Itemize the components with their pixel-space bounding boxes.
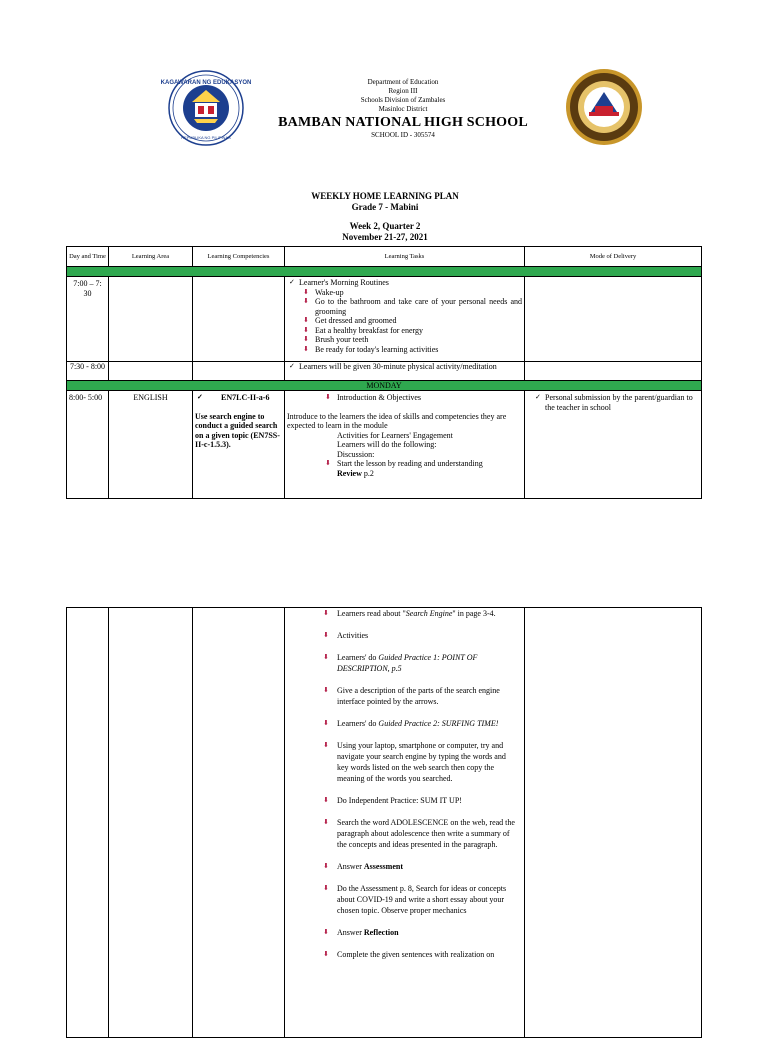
continued-task-item: ⬇ Answer Reflection	[337, 927, 518, 938]
header-learning-competencies: Learning Competencies	[193, 247, 285, 267]
day-row	[67, 381, 702, 391]
continued-task-item: ⬇ Learners read about "Search Engine" in page 3-4.	[337, 608, 518, 619]
header-learning-area: Learning Area	[109, 247, 193, 267]
learning-plan-table	[66, 246, 702, 499]
school-seal-logo	[565, 68, 643, 146]
continued-task-item: ⬇ Activities	[337, 630, 518, 641]
green-band-row	[67, 267, 702, 277]
morning-routine-title: ✓ Learner's Morning Routines	[299, 278, 522, 288]
continued-task-item: ⬇ Do Independent Practice: SUM IT UP!	[337, 795, 518, 806]
continued-task-item: ⬇ Complete the given sentences with realization on	[337, 949, 518, 960]
plan-title: WEEKLY HOME LEARNING PLAN	[311, 191, 459, 201]
physical-activity-task: ✓ Learners will be given 30-minute physical activity/meditation	[299, 362, 522, 372]
routine-item: ⬇ Eat a healthy breakfast for energy	[315, 326, 522, 336]
district-name: Masinloc District	[378, 105, 428, 113]
region-name: Region III	[388, 87, 418, 95]
header-learning-tasks: Learning Tasks	[285, 247, 525, 267]
continued-task-item: ⬇ Answer Assessment	[337, 861, 518, 872]
routine-item: ⬇ Go to the bathroom and take care of your personal needs and grooming	[315, 297, 522, 316]
svg-text:REPUBLIKA NG PILIPINAS: REPUBLIKA NG PILIPINAS	[181, 135, 231, 140]
time-cell: 8:00- 5:00	[67, 391, 109, 499]
routine-item: ⬇ Get dressed and groomed	[315, 316, 522, 326]
school-name: BAMBAN NATIONAL HIGH SCHOOL	[278, 115, 528, 130]
department-name: Department of Education	[367, 78, 439, 86]
task-line: Discussion:	[337, 449, 375, 459]
continued-task-item: ⬇ Do the Assessment p. 8, Search for ideas or concepts about COVID-19 and write a short essay about your chosen topic. Observe proper mechanics	[337, 883, 518, 916]
continued-task-item: ⬇ Learners' do Guided Practice 1: POINT OF DESCRIPTION, p.5	[337, 652, 518, 674]
division-name: Schools Division of Zambales	[360, 96, 446, 104]
table-row	[67, 391, 702, 499]
intro-objectives: ⬇ Introduction & Objectives	[337, 393, 522, 403]
deped-seal-logo	[160, 70, 252, 146]
continued-task-item: ⬇ Learners' do Guided Practice 2: SURFING TIME!	[337, 718, 518, 729]
competency-text: Use search engine to conduct a guided search on a given topic (EN7SS-II-c-1.5.3).	[195, 411, 280, 449]
time-cell: 7:00 – 7: 30	[67, 277, 109, 362]
task-start: ⬇ Start the lesson by reading and understanding Review p.2	[337, 459, 522, 478]
routine-item: ⬇ Be ready for today's learning activities	[315, 345, 522, 355]
table-row	[67, 362, 702, 381]
task-line: Activities for Learners' Engagement	[337, 430, 453, 440]
routine-item: ⬇ Wake-up	[315, 288, 522, 298]
learning-plan-table-continued	[66, 607, 702, 1038]
task-line: Learners will do the following:	[337, 440, 437, 449]
continued-task-item: ⬇ Using your laptop, smartphone or computer, try and navigate your search engine by typing the words and key words listed on the web search then copy the meaning of the words you searched.	[337, 740, 518, 784]
continued-task-item: ⬇ Search the word ADOLESCENCE on the web, read the paragraph about adolescence then write a summary of the concepts and ideas presented in the paragraph.	[337, 817, 518, 850]
mode-of-delivery: ✓ Personal submission by the parent/guardian to the teacher in school	[545, 393, 699, 412]
plan-dates: November 21-27, 2021	[342, 232, 428, 242]
school-id: SCHOOL ID - 305574	[371, 131, 435, 139]
plan-week: Week 2, Quarter 2	[349, 221, 421, 231]
header-mode-of-delivery: Mode of Delivery	[525, 247, 702, 267]
competency-code: ✓ EN7LC-II-a-6	[197, 393, 270, 402]
table-row	[67, 277, 702, 362]
plan-grade: Grade 7 - Mabini	[351, 202, 419, 212]
routine-item: ⬇ Brush your teeth	[315, 335, 522, 345]
time-cell: 7:30 - 8:00	[67, 362, 109, 381]
continued-task-item: ⬇ Give a description of the parts of the search engine interface pointed by the arrows.	[337, 685, 518, 707]
header-day-time: Day and Time	[67, 247, 109, 267]
day-label: MONDAY	[67, 381, 702, 391]
svg-text:KAGAWARAN NG EDUKASYON: KAGAWARAN NG EDUKASYON	[160, 80, 252, 86]
task-intro: Introduce to the learners the idea of skills and competencies they are expected to learn in the module	[287, 411, 507, 430]
learning-area-cell: ENGLISH	[109, 391, 193, 499]
